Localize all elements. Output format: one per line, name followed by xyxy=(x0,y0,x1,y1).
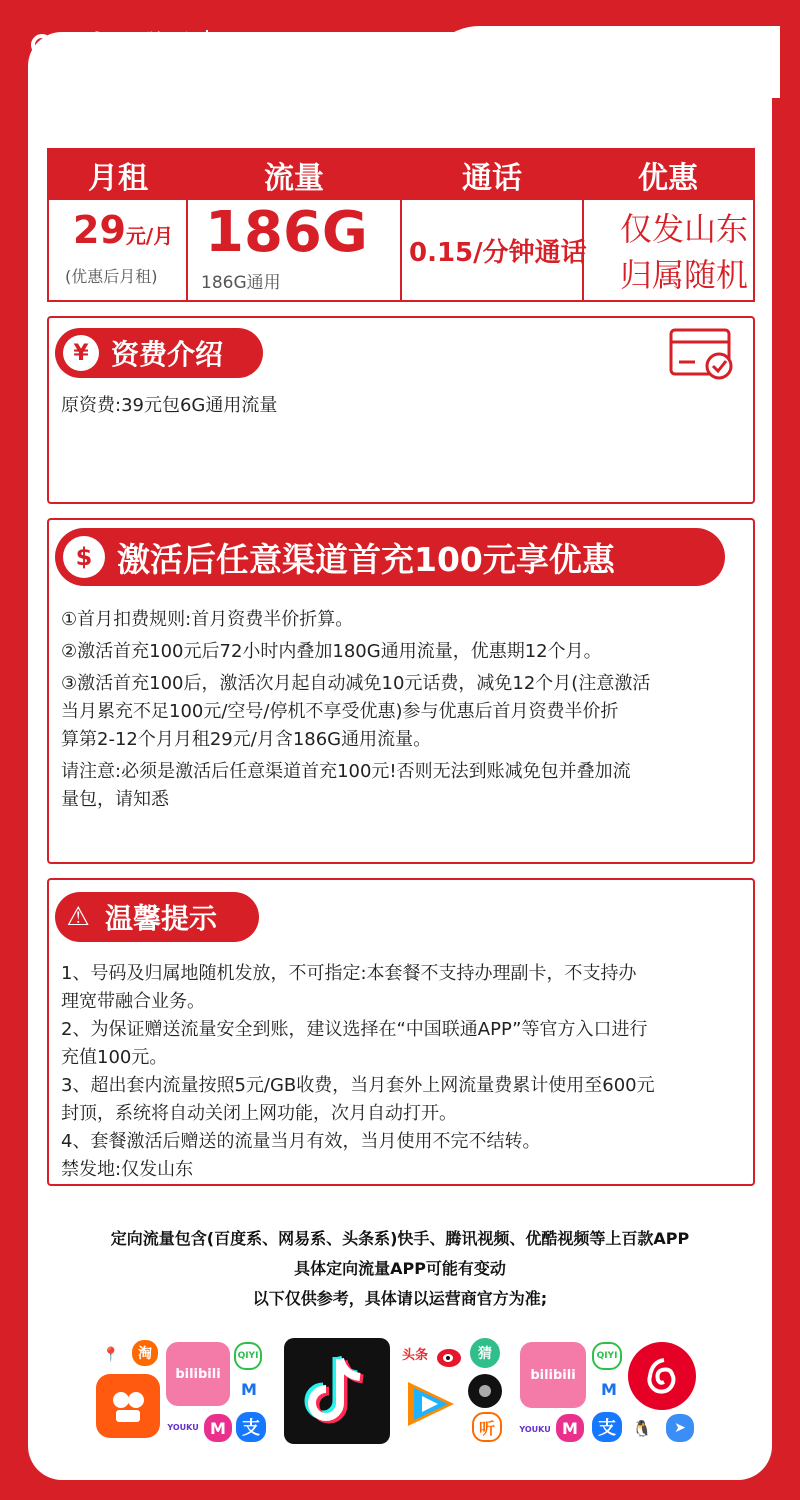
mgtv-icon-2: M xyxy=(556,1414,584,1442)
header-calls: 通话 xyxy=(401,150,583,200)
footer-line-3: 以下仅供参考，具体请以运营商官方为准; xyxy=(252,1289,548,1308)
tariff-box xyxy=(47,316,755,504)
data-amount: 186G xyxy=(205,200,368,265)
unicom-knot-icon xyxy=(24,29,84,81)
taobao-icon: 淘 xyxy=(132,1340,158,1366)
product-title: 星欣卡 xyxy=(230,31,381,85)
promo-text xyxy=(609,206,759,298)
qq-icon: 🐧 xyxy=(628,1414,656,1442)
price-note: (优惠后月租) xyxy=(65,267,158,286)
alipay-icon: 支 xyxy=(236,1412,266,1442)
brand-divider xyxy=(206,30,208,80)
weibo-icon xyxy=(434,1340,466,1372)
mangguo-icon-2: M xyxy=(596,1376,622,1402)
mangguo-icon: M xyxy=(236,1376,262,1402)
yuan-icon: ¥ xyxy=(63,335,99,371)
offer-line: 当月累充不足100元/空号/停机不享受优惠)参与优惠后首月资费半价折 xyxy=(61,701,619,722)
mgtv-icon: M xyxy=(204,1414,232,1442)
baidu-map-icon: 📍 xyxy=(100,1344,122,1366)
footer-line-2: 具体定向流量APP可能有变动 xyxy=(294,1259,506,1278)
header-data: 流量 xyxy=(187,150,401,200)
tips-title-pill xyxy=(55,892,259,942)
offer-line: ①首月扣费规则:首月资费半价折算。 xyxy=(61,609,354,630)
tips-line: 充值100元。 xyxy=(61,1047,168,1068)
brand-en: Chinaunicom xyxy=(84,60,172,77)
header-monthly-fee: 月租 xyxy=(49,150,187,200)
offer-line: 量包，请知悉 xyxy=(61,789,169,810)
caiyun-icon: 猜 xyxy=(470,1338,500,1368)
brand-logo xyxy=(24,22,380,88)
offer-line: ②激活首充100元后72小时内叠加180G通用流量，优惠期12个月。 xyxy=(61,641,602,662)
tencent-video-icon xyxy=(400,1376,460,1432)
tips-line: 3、超出套内流量按照5元/GB收费，当月套外上网流量费累计使用至600元 xyxy=(61,1075,655,1096)
header-promo: 优惠 xyxy=(583,150,753,200)
monthly-price xyxy=(73,208,173,252)
youku-icon-2: YOUKU xyxy=(522,1416,548,1442)
tariff-text: 原资费:39元包6G通用流量 xyxy=(61,395,278,416)
price-value: 29 xyxy=(73,208,126,252)
promo-line-1: 仅发山东 xyxy=(619,210,748,248)
iqiyi-icon: QIYI xyxy=(234,1342,262,1370)
jianying-icon xyxy=(468,1374,502,1408)
offer-title: 激活后任意渠道首充100元享优惠 xyxy=(117,539,615,579)
offer-box xyxy=(47,518,755,864)
bilibili-icon: bilibili xyxy=(166,1342,230,1406)
promo-line-2: 归属随机 xyxy=(619,256,748,294)
tariff-title: 资费介绍 xyxy=(111,338,224,371)
divider xyxy=(582,150,584,300)
tips-line: 1、号码及归属地随机发放，不可指定:本套餐不支持办理副卡，不支持办 xyxy=(61,963,637,984)
divider xyxy=(400,150,402,300)
card-check-icon xyxy=(669,326,735,384)
summary-table xyxy=(47,148,755,302)
tips-title: 温馨提示 xyxy=(105,902,218,935)
offer-line: ③激活首充100后，激活次月起自动减免10元话费，减免12个月(注意激活 xyxy=(61,673,651,694)
price-unit: 元/月 xyxy=(125,224,174,248)
toutiao-icon: 头条 xyxy=(398,1342,432,1364)
footer-line-1: 定向流量包含(百度系、网易系、头条系)快手、腾讯视频、优酷视频等上百款APP xyxy=(110,1229,690,1248)
tips-line: 理宽带融合业务。 xyxy=(61,991,205,1012)
youku-icon: YOUKU xyxy=(170,1414,196,1440)
ximalaya-icon: 听 xyxy=(472,1412,502,1442)
offer-line: 算第2-12个月月租29元/月含186G通用流量。 xyxy=(61,729,432,750)
brand-cn: 中国联通 xyxy=(84,31,193,61)
tips-line: 禁发地:仅发山东 xyxy=(61,1159,194,1180)
offer-title-pill xyxy=(55,528,725,586)
warning-icon: ⚠ xyxy=(66,902,90,932)
tips-line: 4、套餐激活后赠送的流量当月有效，当月使用不完不结转。 xyxy=(61,1131,541,1152)
refresh-money-icon: $ xyxy=(63,536,105,578)
tariff-title-pill xyxy=(55,328,263,378)
app-icons xyxy=(0,1330,800,1450)
data-note: 186G通用 xyxy=(201,273,281,293)
call-rate: 0.15/分钟通话 xyxy=(409,238,587,268)
offer-line: 请注意:必须是激活后任意渠道首充100元!否则无法到账减免包并叠加流 xyxy=(61,761,631,782)
alipay-icon-2: 支 xyxy=(592,1412,622,1442)
tips-line: 封顶，系统将自动关闭上网功能，次月自动打开。 xyxy=(61,1103,457,1124)
tips-box xyxy=(47,878,755,1186)
kuaishou-icon xyxy=(96,1374,160,1438)
divider xyxy=(186,150,188,300)
iqiyi-icon-2: QIYI xyxy=(592,1342,622,1370)
dingtalk-icon: ➤ xyxy=(666,1414,694,1442)
bilibili-icon-2: bilibili xyxy=(520,1342,586,1408)
tips-text xyxy=(61,960,761,1184)
tips-line: 2、为保证赠送流量安全到账，建议选择在“中国联通APP”等官方入口进行 xyxy=(61,1019,648,1040)
offer-text xyxy=(61,606,751,814)
netease-music-icon xyxy=(628,1342,696,1410)
douyin-icon xyxy=(284,1338,390,1444)
